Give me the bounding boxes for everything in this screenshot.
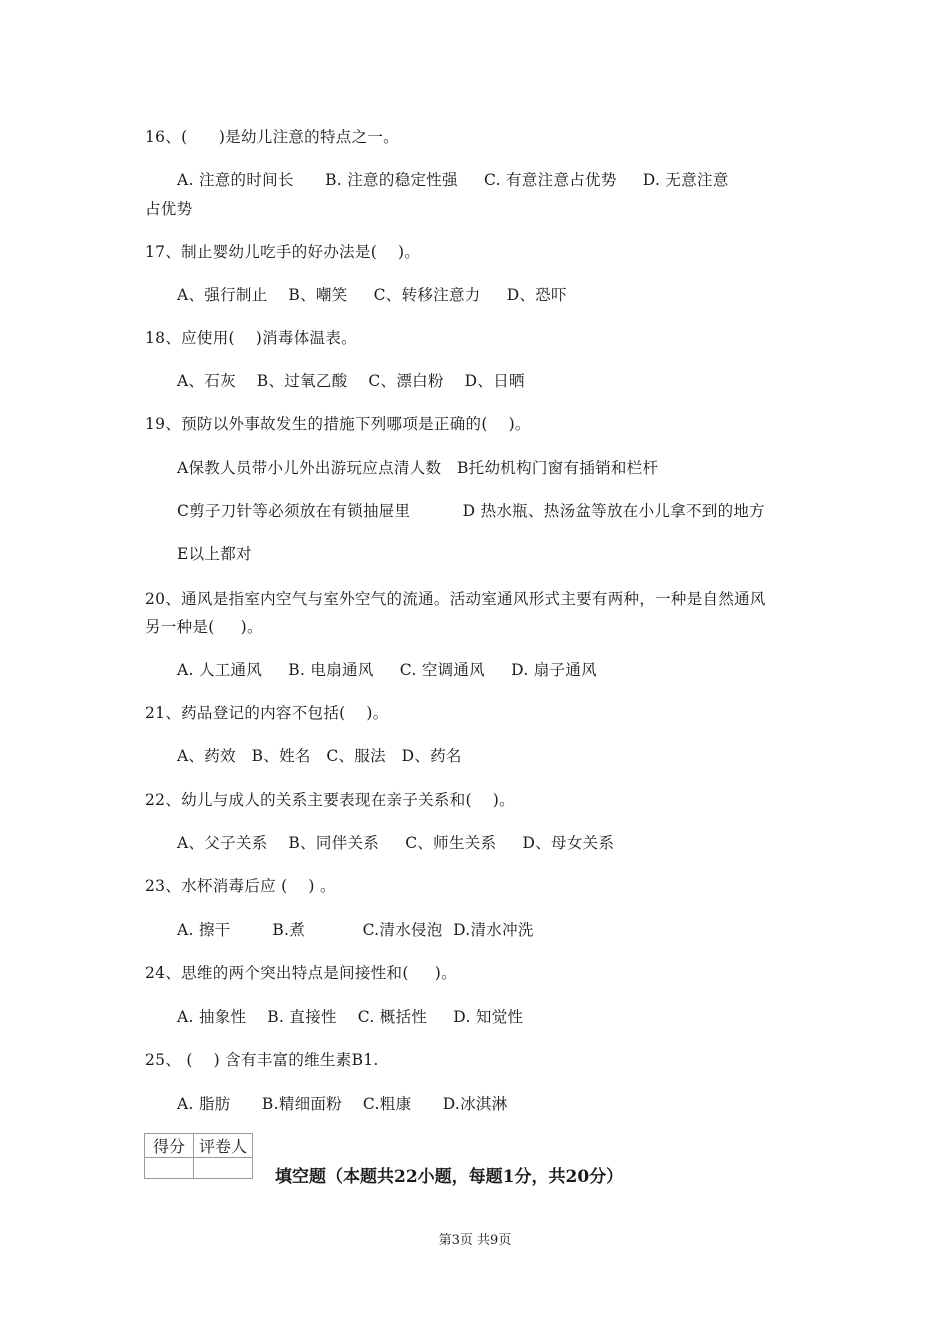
question-16: 16、( )是幼儿注意的特点之一。 (145, 128, 399, 146)
question-25-options: A. 脂肪 B.精细面粉 C.粗康 D.冰淇淋 (177, 1095, 508, 1113)
question-19-option-cd: C剪子刀针等必须放在有锁抽屉里 D 热水瓶、热汤盆等放在小儿拿不到的地方 (177, 502, 765, 520)
question-20-options: A. 人工通风 B. 电扇通风 C. 空调通风 D. 扇子通风 (177, 661, 597, 679)
score-header: 得分 (145, 1134, 194, 1158)
section-title: 填空题（本题共22小题，每题1分，共20分） (275, 1167, 624, 1187)
question-21-options: A、药效 B、姓名 C、服法 D、药名 (177, 747, 462, 765)
question-23: 23、水杯消毒后应 ( ) 。 (145, 877, 336, 895)
question-17: 17、制止婴幼儿吃手的好办法是( )。 (145, 243, 421, 261)
question-25: 25、 ( ) 含有丰富的维生素B1. (145, 1051, 379, 1069)
grader-header: 评卷人 (194, 1134, 253, 1158)
question-16-options-cont: 占优势 (145, 200, 193, 218)
question-22-options: A、父子关系 B、同伴关系 C、师生关系 D、母女关系 (177, 834, 615, 852)
question-18: 18、应使用( )消毒体温表。 (145, 329, 357, 347)
question-24: 24、思维的两个突出特点是间接性和( )。 (145, 964, 457, 982)
question-24-options: A. 抽象性 B. 直接性 C. 概括性 D. 知觉性 (177, 1008, 524, 1026)
question-20-cont: 另一种是( )。 (145, 618, 263, 636)
question-19: 19、预防以外事故发生的措施下列哪项是正确的( )。 (145, 415, 531, 433)
question-16-options: A. 注意的时间长 B. 注意的稳定性强 C. 有意注意占优势 D. 无意注意 (177, 171, 729, 189)
question-23-options: A. 擦干 B.煮 C.清水侵泡 D.清水冲洗 (177, 921, 534, 939)
question-18-options: A、石灰 B、过氧乙酸 C、漂白粉 D、日晒 (177, 372, 525, 390)
question-19-option-ab: A保教人员带小儿外出游玩应点清人数 B托幼机构门窗有插销和栏杆 (177, 459, 659, 477)
question-21: 21、药品登记的内容不包括( )。 (145, 704, 389, 722)
page-footer: 第3页 共9页 (438, 1233, 512, 1248)
question-17-options: A、强行制止 B、嘲笑 C、转移注意力 D、恐吓 (177, 286, 567, 304)
grader-cell (194, 1158, 253, 1179)
question-22: 22、幼儿与成人的关系主要表现在亲子关系和( )。 (145, 791, 515, 809)
score-table (144, 1133, 253, 1179)
score-cell (145, 1158, 194, 1179)
question-20: 20、通风是指室内空气与室外空气的流通。活动室通风形式主要有两种，一种是自然通风 (145, 590, 766, 608)
question-19-option-e: E以上都对 (177, 545, 252, 563)
